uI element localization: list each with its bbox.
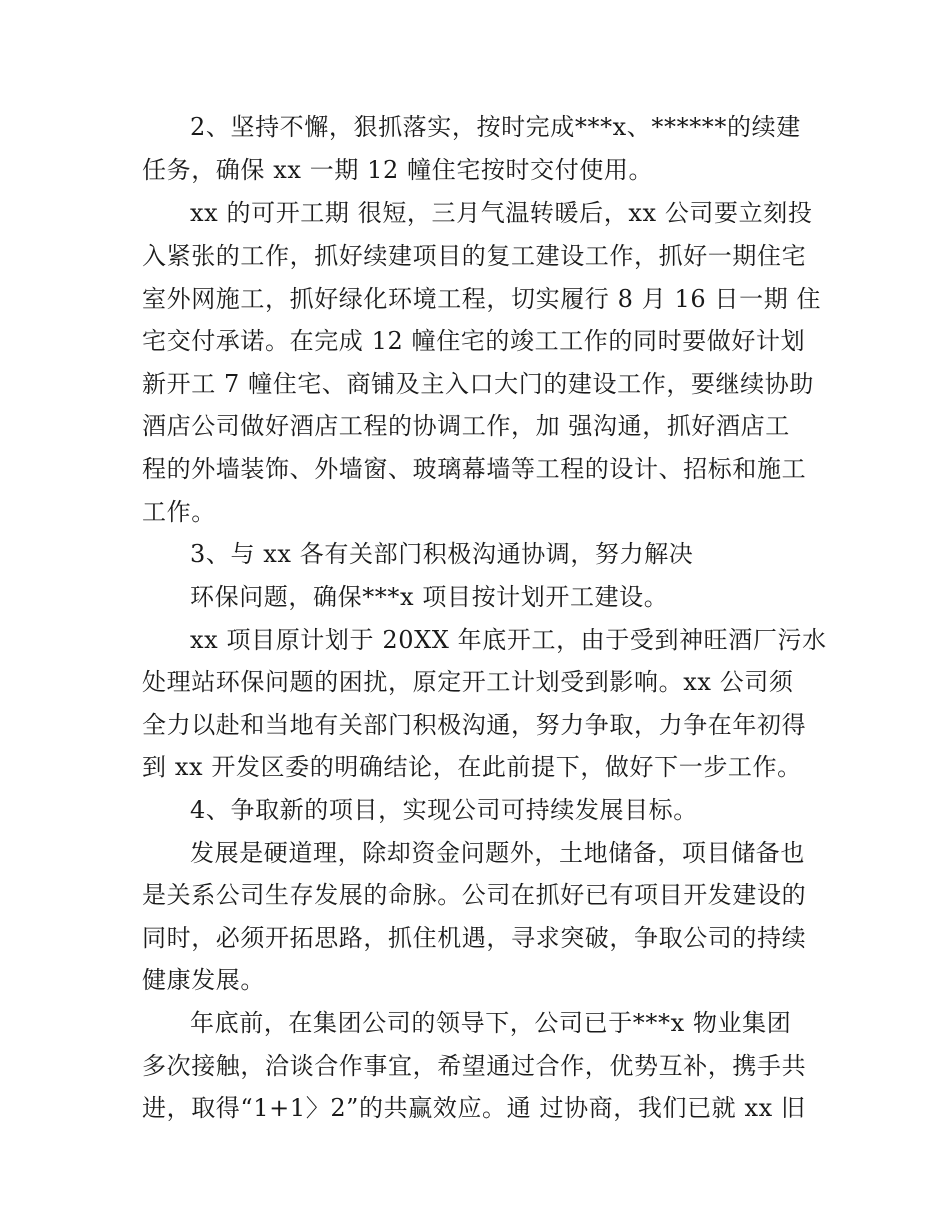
text-line: 4、争取新的项目，实现公司可持续发展目标。 [190, 796, 698, 824]
text-line: 健康发展。 [142, 966, 265, 994]
text-line: 宅交付承诺。在完成 12 幢住宅的竣工工作的同时要做好计划 [142, 327, 806, 355]
text-line: 多次接触，洽谈合作事宜，希望通过合作，优势互补，携手共 [142, 1052, 807, 1080]
text-line: 入紧张的工作，抓好续建项目的复工建设工作，抓好一期住宅 [142, 242, 807, 270]
text-line: xx 项目原计划于 20XX 年底开工，由于受到神旺酒厂污水 [190, 626, 827, 654]
text-line: 是关系公司生存发展的命脉。公司在抓好已有项目开发建设的 [142, 881, 807, 909]
text-line: 任务，确保 xx 一期 12 幢住宅按时交付使用。 [142, 156, 654, 184]
text-line: 发展是硬道理，除却资金问题外，土地储备，项目储备也 [190, 839, 805, 867]
text-line: 3、与 xx 各有关部门积极沟通协调，努力解决 [190, 540, 694, 568]
text-line: 同时，必须开拓思路，抓住机遇，寻求突破，争取公司的持续 [142, 924, 807, 952]
text-line: 进，取得“1+1〉2”的共赢效应。通 过协商，我们已就 xx 旧 [142, 1094, 806, 1122]
text-line: 工作。 [142, 498, 216, 526]
text-line: 全力以赴和当地有关部门积极沟通，努力争取，力争在年初得 [142, 711, 807, 739]
text-line: xx 的可开工期 很短，三月气温转暖后，xx 公司要立刻投 [190, 199, 813, 227]
text-line: 2、坚持不懈，狠抓落实，按时完成***x、******的续建 [190, 113, 801, 141]
text-line: 到 xx 开发区委的明确结论，在此前提下，做好下一步工作。 [142, 753, 802, 781]
text-line: 新开工 7 幢住宅、商铺及主入口大门的建设工作，要继续协助 [142, 370, 814, 398]
text-line: 程的外墙装饰、外墙窗、玻璃幕墙等工程的设计、招标和施工 [142, 455, 807, 483]
text-line: 年底前，在集团公司的领导下，公司已于***x 物业集团 [190, 1009, 792, 1037]
text-line: 处理站环保问题的困扰，原定开工计划受到影响。xx 公司须 [142, 668, 794, 696]
text-line: 环保问题，确保***x 项目按计划开工建设。 [190, 583, 669, 611]
text-line: 酒店公司做好酒店工程的协调工作，加 强沟通，抓好酒店工 [142, 412, 790, 440]
text-line: 室外网施工，抓好绿化环境工程，切实履行 8 月 16 日一期 住 [142, 285, 822, 313]
